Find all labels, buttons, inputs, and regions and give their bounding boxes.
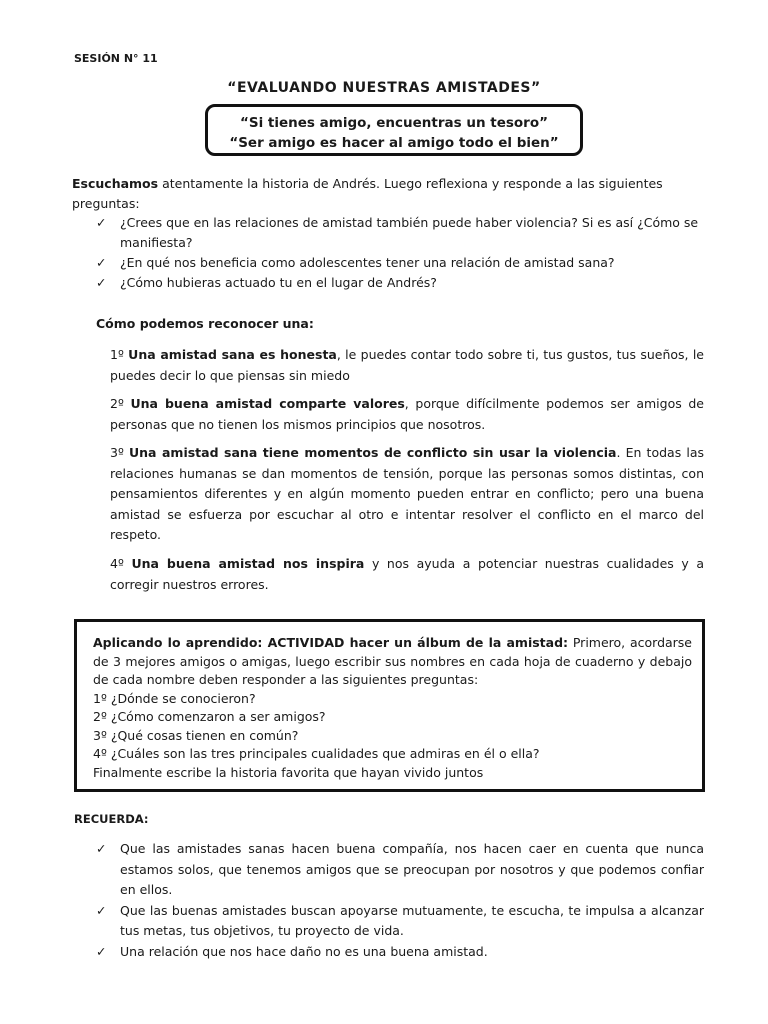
activity-question: 3º ¿Qué cosas tienen en común?: [93, 727, 299, 743]
question-text: ¿En qué nos beneficia como adolescentes tener una relación de amistad sana?: [120, 255, 615, 270]
session-number: SESIÓN N° 11: [74, 52, 158, 65]
remember-text: Que las buenas amistades buscan apoyarse mutuamente, te escucha, te impulsa a alcanzar tus metas, tus objetivos, tu proyecto de vida.: [120, 902, 704, 938]
activity-closing: Finalmente escribe la historia favorita que hayan vivido juntos: [93, 764, 484, 780]
intro-bold: Escuchamos: [72, 176, 159, 191]
quote-box: [205, 104, 583, 156]
list-item: [96, 901, 704, 942]
remember-text: Que las amistades sanas hacen buena compañía, nos hacen caer en cuenta que nunca estamos solos, que tenemos amigos que se preocupan por nosotros y que podemos confiar en ellos.: [120, 841, 704, 897]
point-bold: Una amistad sana tiene momentos de conflicto sin usar la violencia: [128, 445, 617, 460]
point-text: y nos ayuda a potenciar nuestras cualidades y a corregir nuestros errores.: [110, 556, 704, 592]
check-icon: ✓: [96, 841, 107, 856]
point-2: [110, 394, 704, 435]
page-title: “EVALUANDO NUESTRAS AMISTADES”: [227, 80, 541, 96]
question-text: ¿Crees que en las relaciones de amistad también puede haber violencia? Si es así ¿Cómo se manifiesta?: [120, 215, 699, 250]
check-icon: ✓: [96, 215, 107, 230]
question-text: ¿Cómo hubieras actuado tu en el lugar de Andrés?: [120, 275, 437, 290]
remember-heading: RECUERDA:: [74, 812, 149, 826]
activity-bold: Aplicando lo aprendido: ACTIVIDAD hacer un álbum de la amistad:: [93, 635, 569, 650]
point-1: [110, 345, 704, 386]
point-number: 1º: [110, 347, 129, 362]
quote-line-2: “Ser amigo es hacer al amigo todo el bien”: [229, 135, 559, 151]
check-icon: ✓: [96, 255, 107, 270]
activity-box: [74, 619, 705, 792]
intro-paragraph: [72, 174, 692, 214]
activity-question: 4º ¿Cuáles son las tres principales cualidades que admiras en él o ella?: [93, 746, 540, 761]
point-text: , le puedes contar todo sobre ti, tus gustos, tus sueños, le puedes decir lo que piensas sin miedo: [110, 347, 704, 383]
point-text: , porque difícilmente podemos ser amigos de personas que no tienen los mismos principios que nosotros.: [110, 396, 704, 432]
point-bold: Una buena amistad nos inspira: [131, 556, 365, 571]
activity-intro: [93, 634, 692, 690]
intro-text: atentamente la historia de Andrés. Luego reflexiona y responde a las siguientes preguntas:: [72, 176, 663, 211]
quote-line-1: “Si tienes amigo, encuentras un tesoro”: [240, 115, 548, 131]
point-bold: Una amistad sana es honesta: [128, 347, 337, 362]
section-heading: Cómo podemos reconocer una:: [96, 316, 314, 331]
check-icon: ✓: [96, 275, 107, 290]
point-number: 4º: [110, 556, 132, 571]
point-4: [110, 554, 704, 595]
remember-list: [96, 839, 704, 962]
list-item: [96, 942, 704, 963]
check-icon: ✓: [96, 943, 107, 959]
activity-question: 2º ¿Cómo comenzaron a ser amigos?: [93, 709, 326, 724]
activity-text: Primero, acordarse de 3 mejores amigos o amigas, luego escribir sus nombres en cada hoja de cuaderno y debajo de cada nombre deben responder a las siguientes preguntas:: [93, 635, 692, 687]
list-item: [96, 273, 706, 293]
point-text: . En todas las relaciones humanas se dan momentos de tensión, porque las personas somos distintas, con pensamientos diferentes y en algún momento pueden entrar en conflicto; pero una buena amistad se esfuerza por escuchar al otro e intentar resolver el conflicto en el marco del respeto.: [110, 445, 704, 542]
activity-question: 1º ¿Dónde se conocieron?: [93, 690, 256, 706]
list-item: [96, 839, 704, 901]
list-item: [96, 213, 706, 253]
check-icon: ✓: [96, 902, 107, 918]
point-number: 3º: [110, 445, 129, 460]
point-number: 2º: [110, 396, 131, 411]
point-bold: Una buena amistad comparte valores: [130, 396, 405, 411]
list-item: [96, 253, 706, 273]
remember-text: Una relación que nos hace daño no es una buena amistad.: [120, 943, 488, 959]
question-list: [96, 213, 706, 293]
point-3: [110, 443, 704, 546]
